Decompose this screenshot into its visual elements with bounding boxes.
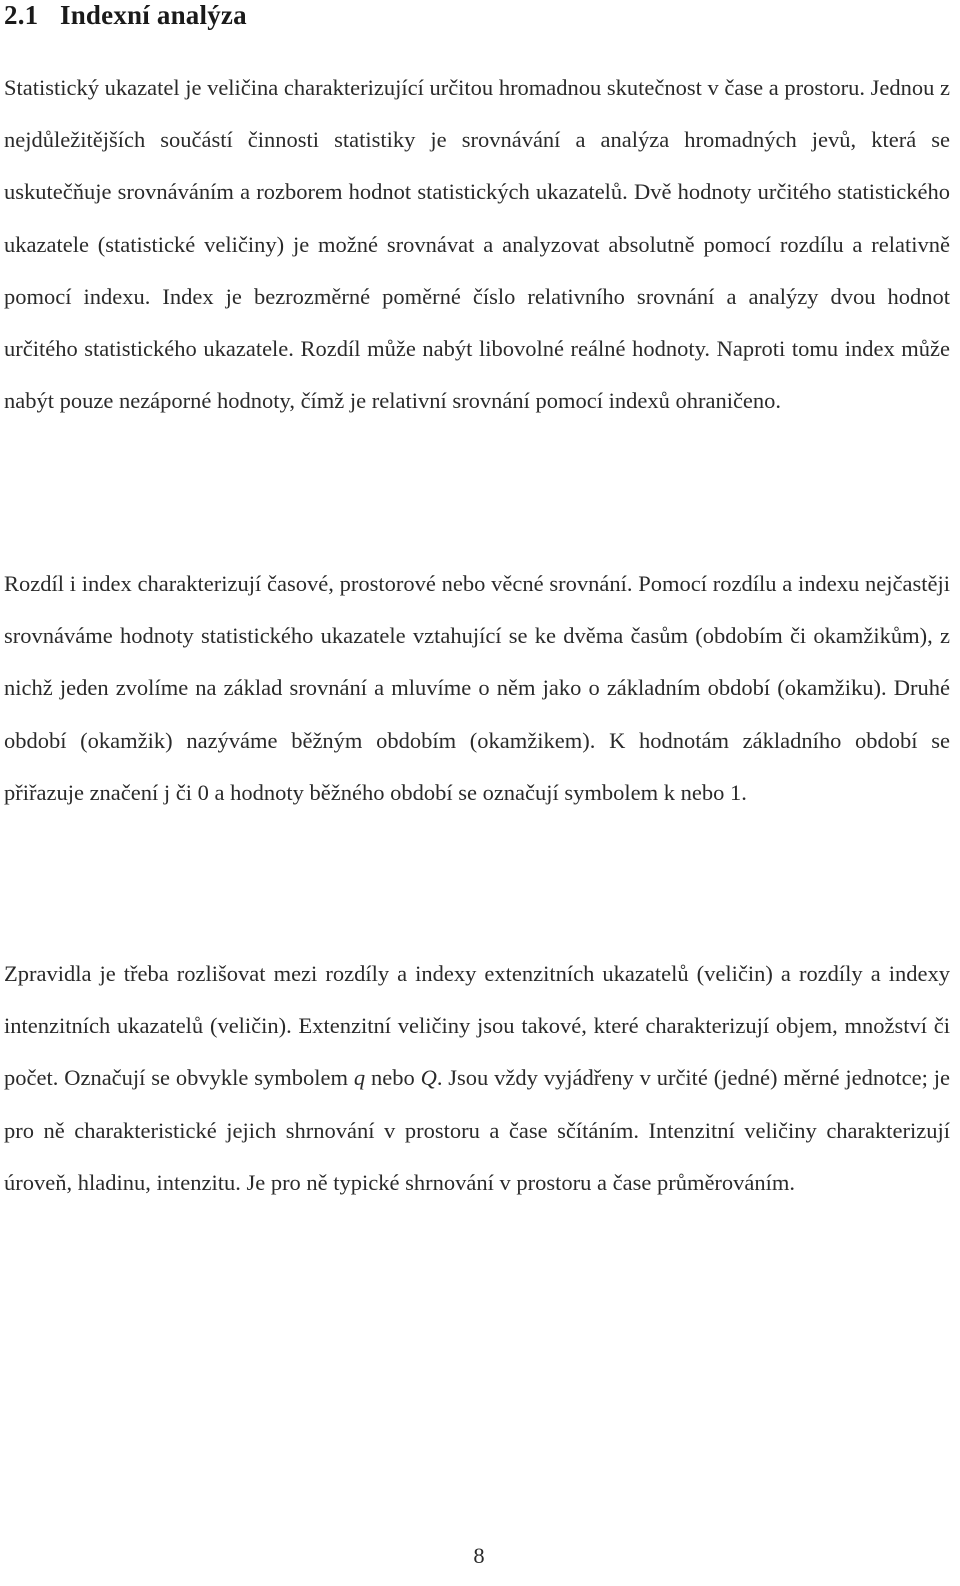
paragraph-sentence: Rozdíl i index charakterizují časové, prostorové nebo věcné srovnání.: [4, 571, 633, 596]
paragraph-1: [4, 62, 950, 427]
paragraph-sentence: Rozdíl může nabýt libovolné reálné hodnoty.: [300, 336, 710, 362]
symbol-q: q: [353, 1065, 366, 1091]
document-page: [4, 0, 954, 1568]
paragraph-sentence: Druhé období (okamžik) nazýváme běžným obdobím (okamžikem).: [4, 675, 951, 753]
paragraph-text: nebo: [365, 1065, 421, 1091]
section-number: 2.1: [4, 0, 39, 30]
paragraph-sentence: Index je bezrozměrné poměrné číslo relativního srovnání a analýzy dvou hodnot určitého statistického ukazatele.: [4, 283, 950, 362]
paragraph-text: . Jsou vždy vyjádřeny v určité (jedné) měrné jednotce; je pro ně charakteristické jejich shrnování v prostoru a čase sčítáním. Intenzitní veličiny charakterizují úroveň, hladinu, intenzitu. Je pro ně typické shrnování v prostoru a čase průměrováním.: [4, 1065, 950, 1195]
section-heading: [4, 0, 954, 30]
paragraph-sentence: Jednou z nejdůležitějších součástí činnosti statistiky je srovnávání a analýza hromadných jevů, která se uskutečňuje srovnáváním a rozborem hodnot statistických ukazatelů.: [4, 75, 950, 205]
page-number: 8: [473, 1543, 485, 1568]
paragraph-sentence: Naproti tomu index může nabýt pouze nezáporné hodnoty, čímž je relativní srovnání pomocí indexů ohraničeno.: [4, 336, 951, 414]
paragraph-text: Zpravidla je třeba rozlišovat mezi rozdíly a indexy extenzitních ukazatelů (veličin) a rozdíly a indexy intenzitních ukazatelů (veličin). Extenzitní veličiny jsou takové, které charakterizují objem, množství či počet. Označují se obvykle symbolem: [4, 961, 950, 1091]
paragraph-sentence: Dvě hodnoty určitého statistického ukazatele (statistické veličiny) je možné srovnávat a analyzovat absolutně pomocí rozdílu a relativně pomocí indexu.: [4, 179, 950, 309]
paragraph-3: [4, 948, 950, 1209]
paragraph-sentence: Statistický ukazatel je veličina charakterizující určitou hromadnou skutečnost v čase a prostoru.: [4, 75, 865, 100]
paragraph-sentence: K hodnotám základního období se přiřazuje značení j či 0 a hodnoty běžného období se označují symbolem k nebo 1.: [4, 727, 950, 805]
symbol-Q: Q: [420, 1065, 437, 1091]
section-title: Indexní analýza: [60, 0, 247, 30]
paragraph-2: [4, 558, 950, 819]
paragraph-sentence: Pomocí rozdílu a indexu nejčastěji srovnáváme hodnoty statistického ukazatele vztahující se ke dvěma časům (obdobím či okamžikům), z nichž jeden zvolíme na základ srovnání a mluvíme o něm jako o základním období (okamžiku).: [4, 571, 951, 701]
